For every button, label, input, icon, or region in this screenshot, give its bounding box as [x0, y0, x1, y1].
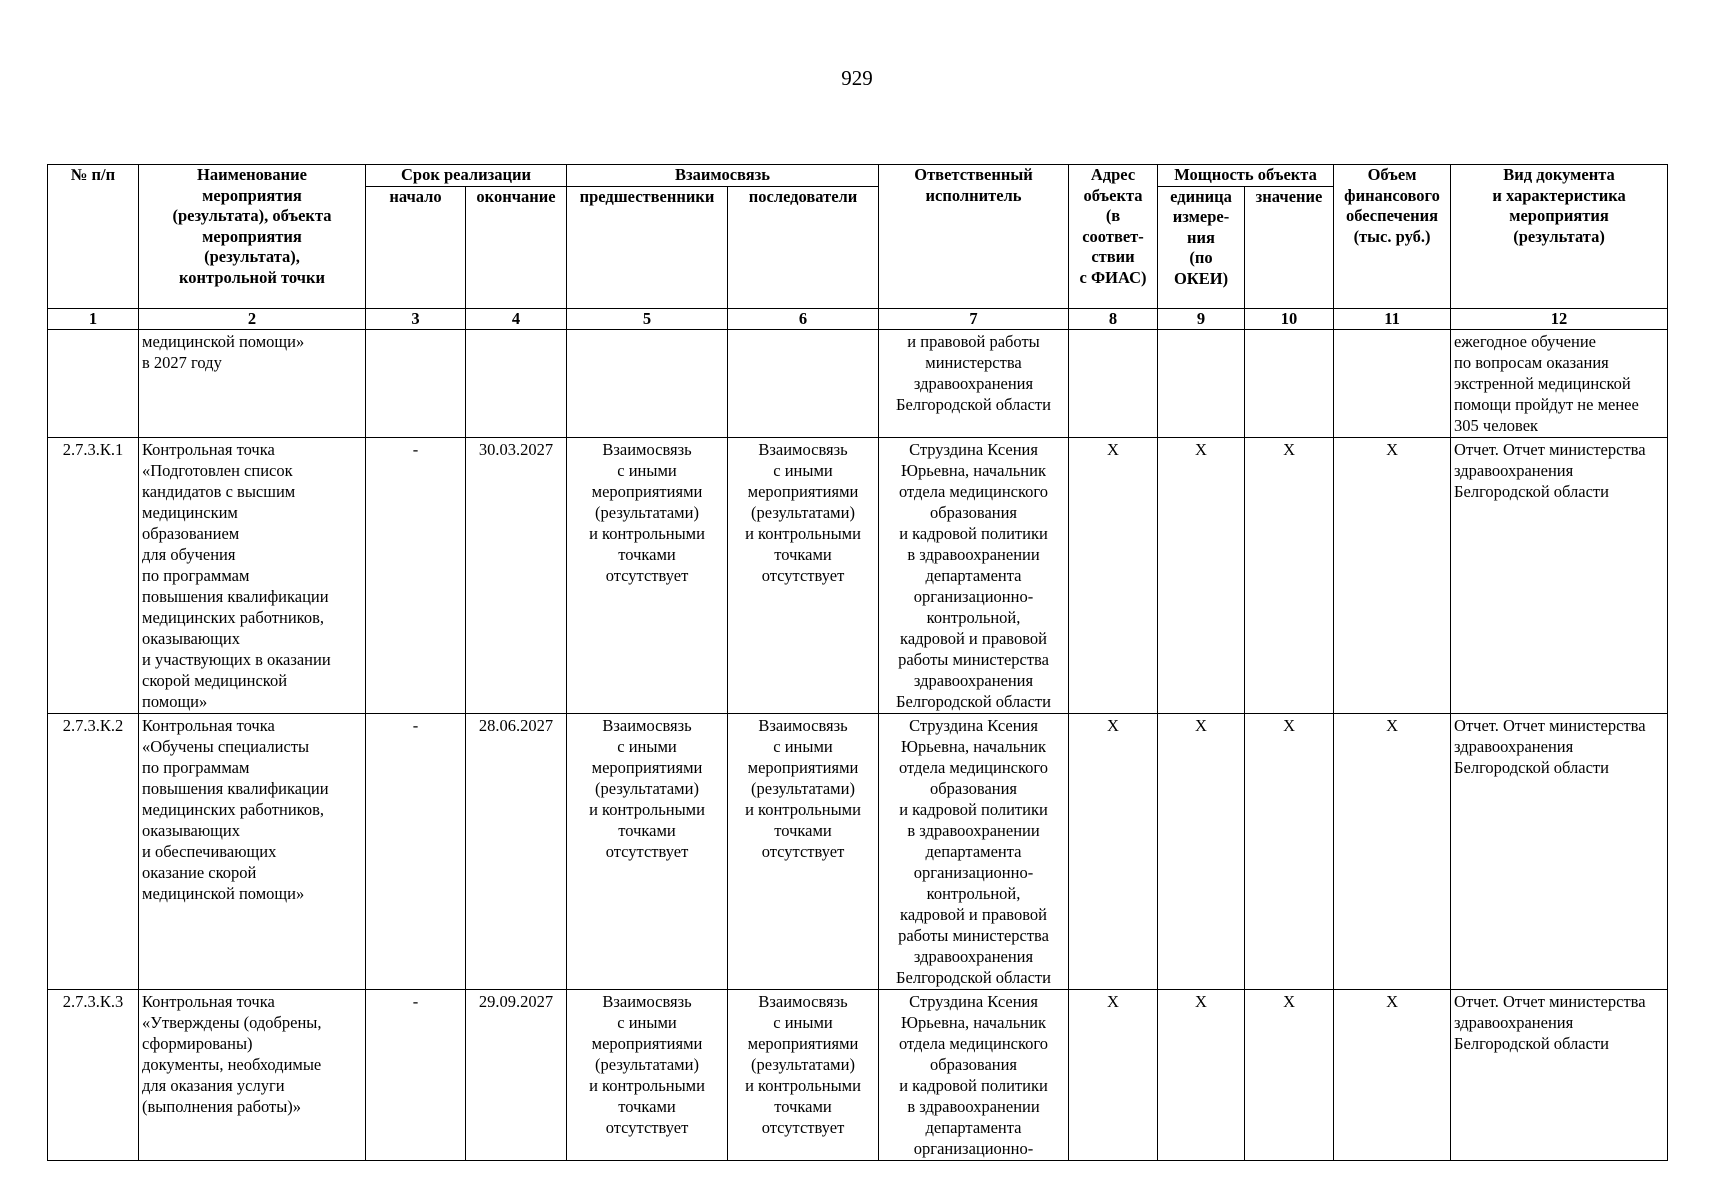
header-doc: Вид документа и характеристика мероприятия (результата) [1451, 165, 1668, 309]
cell-end: 30.03.2027 [466, 438, 567, 714]
cell-doc: Отчет. Отчет министерства здравоохранения Белгородской области [1451, 438, 1668, 714]
column-number: 12 [1451, 308, 1668, 330]
cell-start: - [366, 438, 466, 714]
column-number: 9 [1158, 308, 1245, 330]
column-number: 10 [1245, 308, 1334, 330]
column-number-row [48, 308, 1668, 330]
cell-end [466, 330, 567, 438]
cell-value: X [1245, 438, 1334, 714]
cell-responsible: Струздина Ксения Юрьевна, начальник отдела медицинского образования и кадровой политики в здравоохранении департамента организационно- [879, 990, 1069, 1161]
cell-start: - [366, 990, 466, 1161]
cell-address: X [1069, 438, 1158, 714]
cell-address: X [1069, 990, 1158, 1161]
cell-num: 2.7.3.К.1 [48, 438, 139, 714]
header-capacity: Мощность объекта [1158, 165, 1334, 187]
table-body [48, 330, 1668, 1161]
header-name: Наименование мероприятия (результата), объекта мероприятия (результата), контрольной точки [139, 165, 366, 309]
header-term: Срок реализации [366, 165, 567, 187]
cell-unit: X [1158, 714, 1245, 990]
cell-num: 2.7.3.К.3 [48, 990, 139, 1161]
cell-responsible: и правовой работы министерства здравоохранения Белгородской области [879, 330, 1069, 438]
column-number: 7 [879, 308, 1069, 330]
header-finance: Объем финансового обеспечения (тыс. руб.) [1334, 165, 1451, 309]
table-row [48, 990, 1668, 1161]
table-row [48, 438, 1668, 714]
table-row [48, 714, 1668, 990]
cell-name: медицинской помощи» в 2027 году [139, 330, 366, 438]
cell-responsible: Струздина Ксения Юрьевна, начальник отдела медицинского образования и кадровой политики в здравоохранении департамента организационно- контрольной, кадровой и правовой работы министерства здравоохранения Белгородской области [879, 714, 1069, 990]
cell-next: Взаимосвязь с иными мероприятиями (результатами) и контрольными точками отсутствует [728, 714, 879, 990]
header-capacity-unit: единица измере- ния (по ОКЕИ) [1158, 186, 1245, 308]
cell-prev: Взаимосвязь с иными мероприятиями (результатами) и контрольными точками отсутствует [567, 714, 728, 990]
cell-prev: Взаимосвязь с иными мероприятиями (результатами) и контрольными точками отсутствует [567, 438, 728, 714]
header-num: № п/п [48, 165, 139, 309]
cell-doc: Отчет. Отчет министерства здравоохранения Белгородской области [1451, 714, 1668, 990]
cell-responsible: Струздина Ксения Юрьевна, начальник отдела медицинского образования и кадровой политики в здравоохранении департамента организационно- контрольной, кадровой и правовой работы министерства здравоохранения Белгородской области [879, 438, 1069, 714]
cell-address: X [1069, 714, 1158, 990]
cell-unit: X [1158, 438, 1245, 714]
cell-next: Взаимосвязь с иными мероприятиями (результатами) и контрольными точками отсутствует [728, 990, 879, 1161]
cell-value: X [1245, 714, 1334, 990]
table-row [48, 330, 1668, 438]
cell-num: 2.7.3.К.2 [48, 714, 139, 990]
cell-unit [1158, 330, 1245, 438]
cell-value: X [1245, 990, 1334, 1161]
page-number: 929 [841, 66, 873, 90]
cell-next [728, 330, 879, 438]
column-number: 1 [48, 308, 139, 330]
column-number: 3 [366, 308, 466, 330]
cell-value [1245, 330, 1334, 438]
header-term-start: начало [366, 186, 466, 308]
header-link-next: последователи [728, 186, 879, 308]
cell-finance: X [1334, 990, 1451, 1161]
header-address: Адрес объекта (в соответ- ствии с ФИАС) [1069, 165, 1158, 309]
column-number: 6 [728, 308, 879, 330]
header-link: Взаимосвязь [567, 165, 879, 187]
cell-unit: X [1158, 990, 1245, 1161]
column-number: 4 [466, 308, 567, 330]
cell-address [1069, 330, 1158, 438]
cell-prev: Взаимосвязь с иными мероприятиями (результатами) и контрольными точками отсутствует [567, 990, 728, 1161]
cell-finance: X [1334, 714, 1451, 990]
cell-prev [567, 330, 728, 438]
cell-num [48, 330, 139, 438]
header-responsible: Ответственный исполнитель [879, 165, 1069, 309]
cell-name: Контрольная точка «Подготовлен список кандидатов с высшим медицинским образованием для обучения по программам повышения квалификации медицинских работников, оказывающих и участвующих в оказании скорой медицинской помощи» [139, 438, 366, 714]
header-link-prev: предшественники [567, 186, 728, 308]
cell-name: Контрольная точка «Утверждены (одобрены, сформированы) документы, необходимые для оказания услуги (выполнения работы)» [139, 990, 366, 1161]
cell-finance [1334, 330, 1451, 438]
cell-end: 28.06.2027 [466, 714, 567, 990]
column-number: 2 [139, 308, 366, 330]
table-header [48, 165, 1668, 330]
cell-doc: Отчет. Отчет министерства здравоохранения Белгородской области [1451, 990, 1668, 1161]
activities-table [47, 164, 1668, 1161]
cell-finance: X [1334, 438, 1451, 714]
column-number: 8 [1069, 308, 1158, 330]
cell-start [366, 330, 466, 438]
cell-name: Контрольная точка «Обучены специалисты по программам повышения квалификации медицинских работников, оказывающих и обеспечивающих оказание скорой медицинской помощи» [139, 714, 366, 990]
cell-start: - [366, 714, 466, 990]
header-term-end: окончание [466, 186, 567, 308]
cell-doc: ежегодное обучение по вопросам оказания экстренной медицинской помощи пройдут не менее 305 человек [1451, 330, 1668, 438]
column-number: 5 [567, 308, 728, 330]
header-capacity-value: значение [1245, 186, 1334, 308]
cell-end: 29.09.2027 [466, 990, 567, 1161]
cell-next: Взаимосвязь с иными мероприятиями (результатами) и контрольными точками отсутствует [728, 438, 879, 714]
column-number: 11 [1334, 308, 1451, 330]
